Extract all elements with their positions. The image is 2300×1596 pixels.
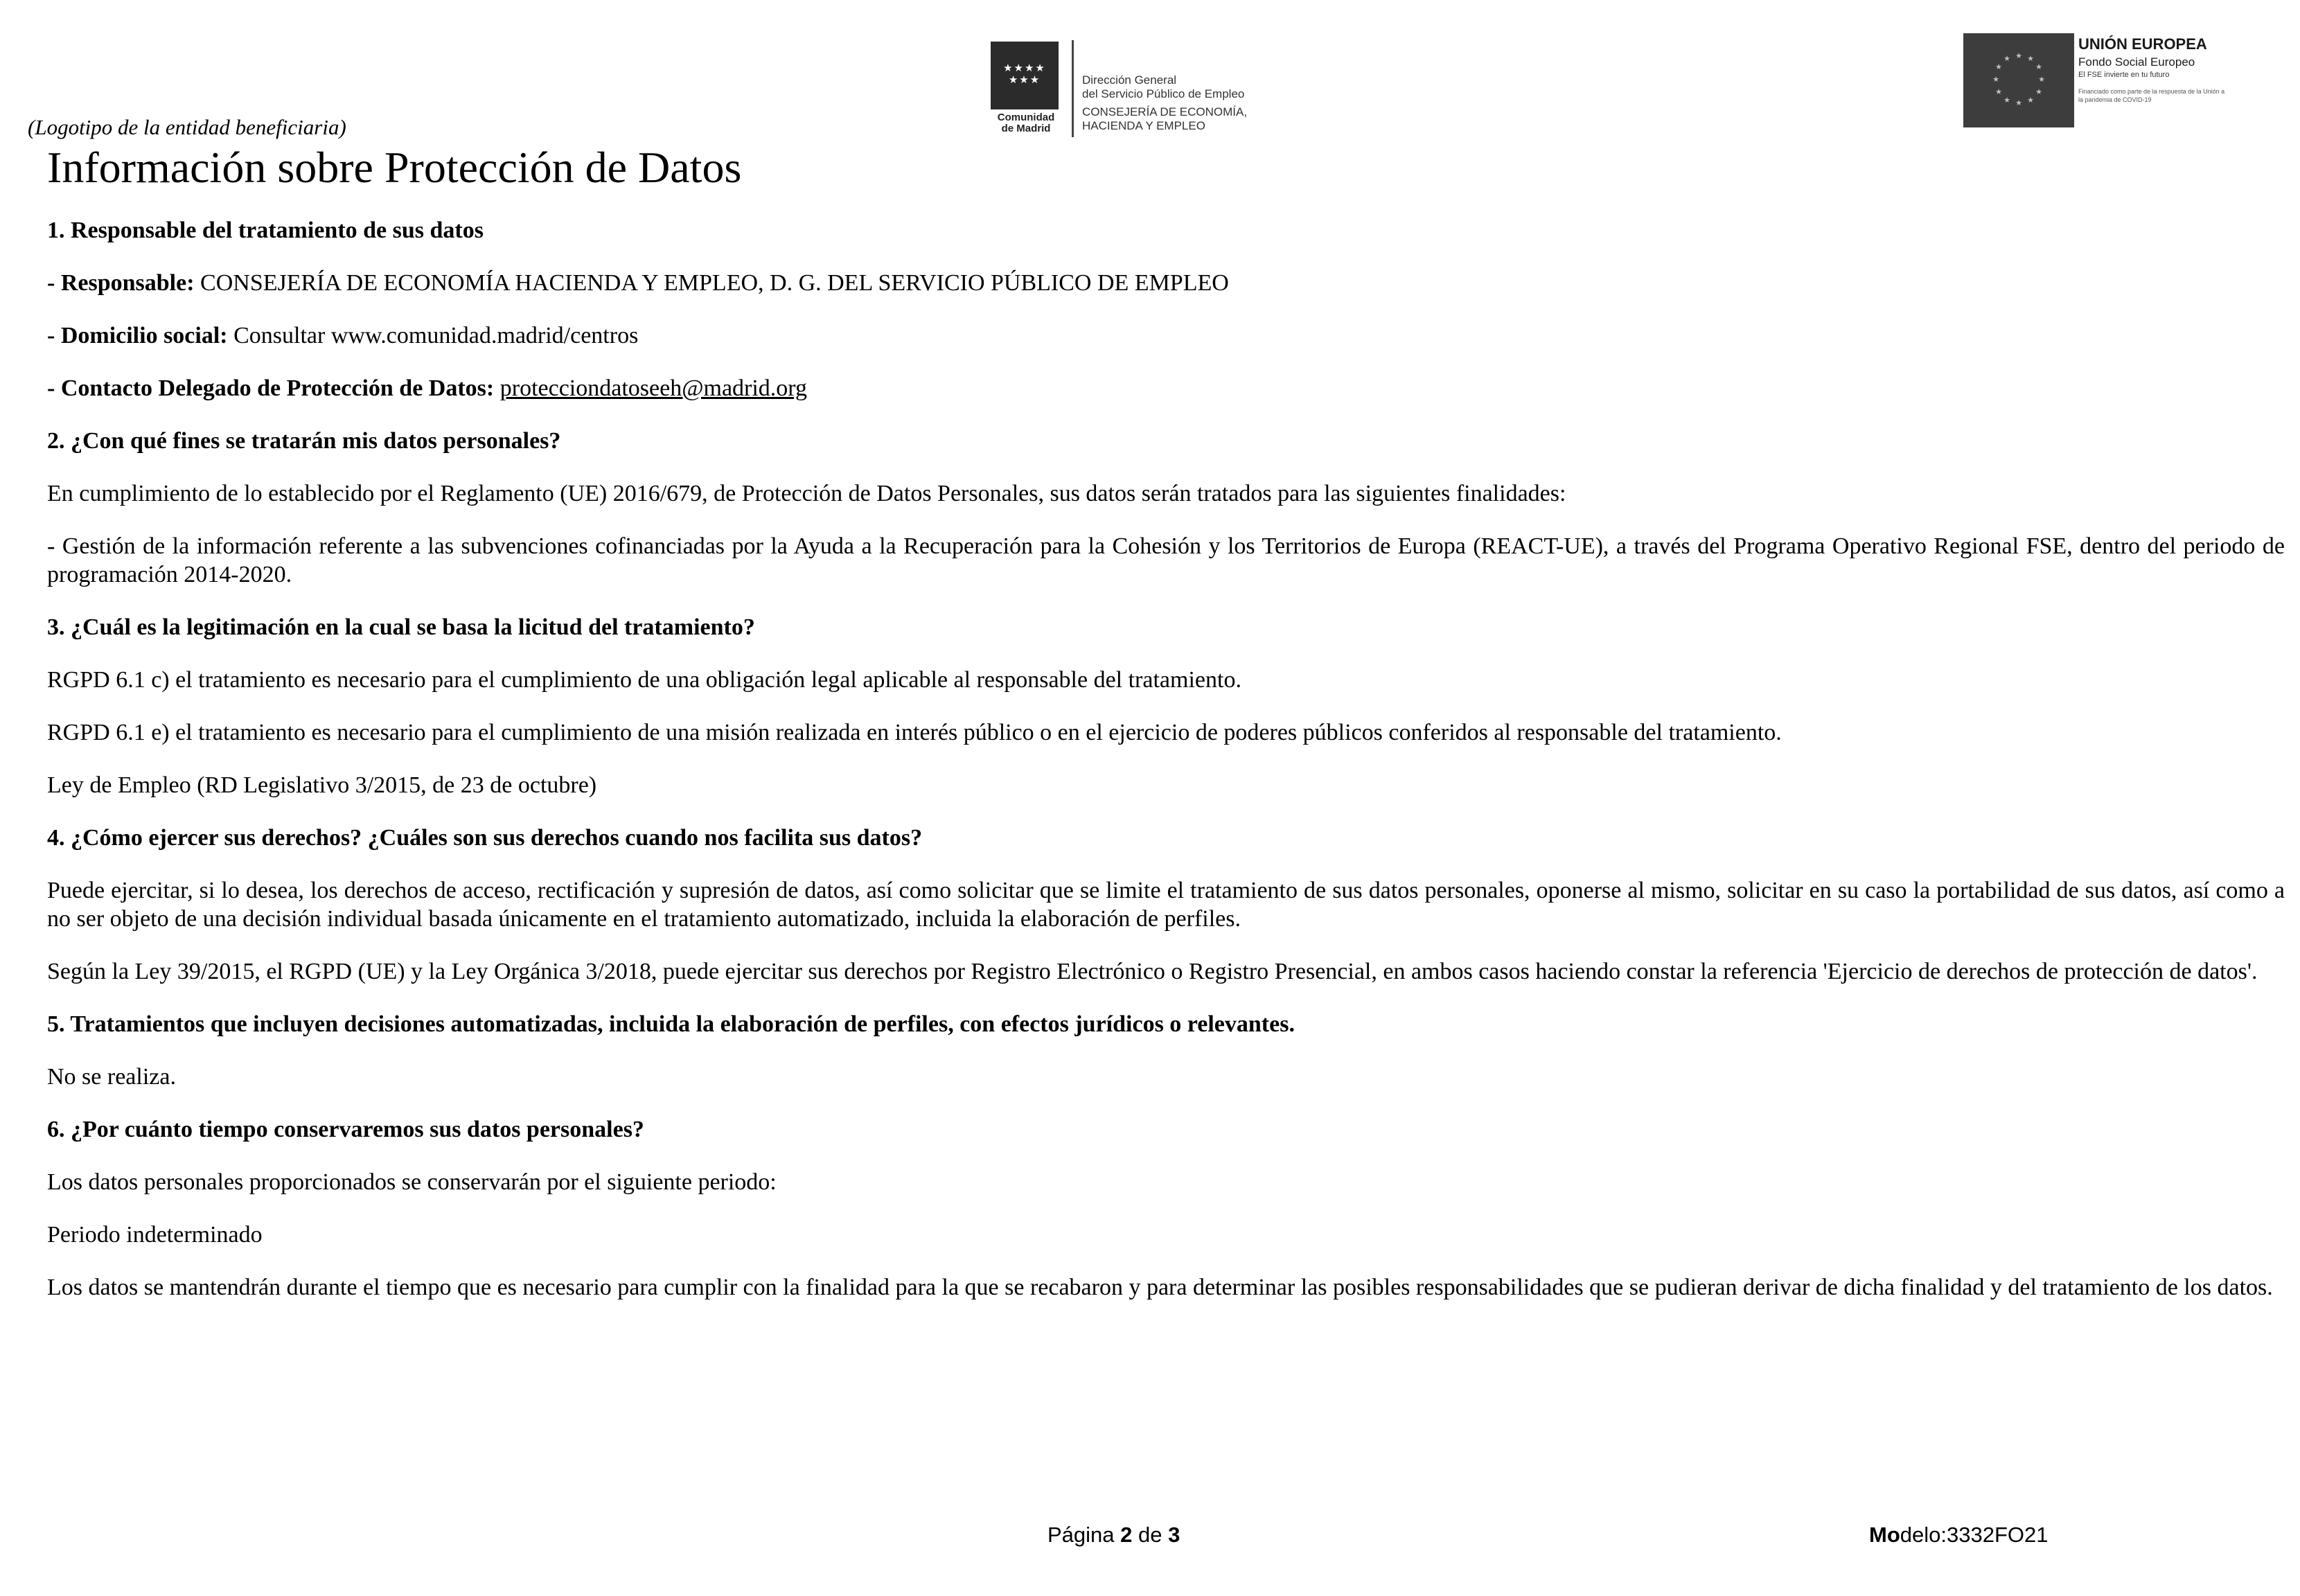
svg-text:★: ★: [1995, 62, 2002, 71]
page-number: Página 2 de 3: [1047, 1523, 1180, 1547]
section-3-paragraph-2: RGPD 6.1 e) el tratamiento es necesario para el cumplimiento de una misión realizada en interés público o en el ejercicio de poderes públicos conferidos al responsable del tratamiento.: [47, 720, 1782, 745]
svg-text:★: ★: [2027, 96, 2034, 105]
comunidad-madrid-emblem: [991, 42, 1059, 109]
section-4-paragraph-1: Puede ejercitar, si lo desea, los derechos de acceso, rectificación y supresión de datos, así como solicitar que se limite el tratamiento de sus datos personales, oponerse al mismo, solicitar en su caso la portabilidad de sus datos, así como a no ser objeto de una decisión individual basada únicamente en el tratamiento automatizado, incluida la elaboración de perfiles.: [47, 878, 2285, 932]
section-3-paragraph-3: Ley de Empleo (RD Legislativo 3/2015, de 23 de octubre): [47, 772, 597, 798]
stars-icon: ★★★★ ★★★: [1003, 62, 1046, 86]
domicilio-line: - Domicilio social: Consultar www.comunidad.madrid/centros: [47, 323, 639, 348]
section-2-heading: 2. ¿Con qué fines se tratarán mis datos personales?: [47, 428, 561, 454]
eu-stars-icon: [1963, 33, 2074, 127]
section-1-heading: 1. Responsable del tratamiento de sus datos: [47, 218, 484, 243]
svg-text:★: ★: [2015, 98, 2022, 107]
dpo-email-link[interactable]: protecciondatoseeh@madrid.org: [499, 375, 808, 401]
section-3-paragraph-1: RGPD 6.1 c) el tratamiento es necesario para el cumplimiento de una obligación legal aplicable al responsable del tratamiento.: [47, 667, 1241, 693]
section-4-heading: 4. ¿Cómo ejercer sus derechos? ¿Cuáles son sus derechos cuando nos facilita sus datos?: [47, 825, 923, 851]
section-4-paragraph-2: Según la Ley 39/2015, el RGPD (UE) y la Ley Orgánica 3/2018, puede ejercitar sus derechos por Registro Electrónico o Registro Presencial, en ambos casos haciendo constar la referencia 'Ejercicio de derechos de protección de datos'.: [47, 959, 2258, 984]
section-6-heading: 6. ¿Por cuánto tiempo conservaremos sus datos personales?: [47, 1117, 644, 1142]
eu-title: UNIÓN EUROPEA: [2078, 35, 2207, 53]
eu-logo: [1963, 30, 2231, 132]
model-code: Modelo:3332FO21: [1869, 1523, 2049, 1547]
beneficiary-logo-placeholder: (Logotipo de la entidad beneficiaria): [28, 115, 346, 139]
responsable-line: - Responsable: CONSEJERÍA DE ECONOMÍA HACIENDA Y EMPLEO, D. G. DEL SERVICIO PÚBLICO DE EMPLEO: [47, 270, 1229, 296]
eu-note: Financiado como parte de la respuesta de la Unión a la pandemia de COVID-19: [2078, 88, 2225, 103]
section-3-heading: 3. ¿Cuál es la legitimación en la cual se basa la licitud del tratamiento?: [47, 614, 755, 640]
comunidad-madrid-name: Comunidad de Madrid: [997, 112, 1055, 134]
svg-text:★: ★: [2038, 75, 2045, 84]
svg-text:★: ★: [1992, 75, 1999, 84]
svg-text:★: ★: [2015, 51, 2022, 60]
svg-text:★: ★: [2035, 62, 2042, 71]
section-6-paragraph-2: Periodo indeterminado: [47, 1222, 263, 1248]
svg-text:★: ★: [1995, 87, 2002, 96]
section-6-paragraph-3: Los datos se mantendrán durante el tiempo que es necesario para cumplir con la finalidad para la que se recabaron y para determinar las posibles responsabilidades que se pudieran derivar de dicha finalidad y del tratamiento de los datos.: [47, 1275, 2273, 1300]
svg-text:★: ★: [2003, 96, 2010, 105]
svg-text:★: ★: [2003, 54, 2010, 63]
svg-text:★: ★: [2035, 87, 2042, 96]
section-5-paragraph-1: No se realiza.: [47, 1064, 176, 1090]
section-5-heading: 5. Tratamientos que incluyen decisiones automatizadas, incluida la elaboración de perfiles, con efectos jurídicos o relevantes.: [47, 1011, 1295, 1037]
eu-flag-icon: [1963, 33, 2074, 127]
comunidad-madrid-logo: [991, 35, 1282, 135]
dept-name: Dirección General del Servicio Público de Empleo: [1082, 73, 1245, 100]
svg-text:★: ★: [2027, 54, 2034, 63]
eu-subtitle: Fondo Social Europeo: [2078, 55, 2195, 69]
document-body: [47, 216, 2285, 1326]
logo-divider: [1072, 40, 1074, 137]
page-title: Información sobre Protección de Datos: [47, 143, 742, 192]
eu-tagline: El FSE invierte en tu futuro: [2078, 71, 2170, 79]
section-6-paragraph-1: Los datos personales proporcionados se conservarán por el siguiente periodo:: [47, 1169, 777, 1195]
ministry-name: CONSEJERÍA DE ECONOMÍA, HACIENDA Y EMPLEO: [1082, 105, 1248, 132]
contacto-line: - Contacto Delegado de Protección de Datos: protecciondatoseeh@madrid.org: [47, 375, 808, 401]
section-2-paragraph-1: En cumplimiento de lo establecido por el Reglamento (UE) 2016/679, de Protección de Datos Personales, sus datos serán tratados para las siguientes finalidades:: [47, 481, 1566, 506]
section-2-paragraph-2: - Gestión de la información referente a las subvenciones cofinanciadas por la Ayuda a la Recuperación para la Cohesión y los Territorios de Europa (REACT-UE), a través del Programa Operativo Regional FSE, dentro del periodo de programación 2014-2020.: [47, 533, 2285, 587]
